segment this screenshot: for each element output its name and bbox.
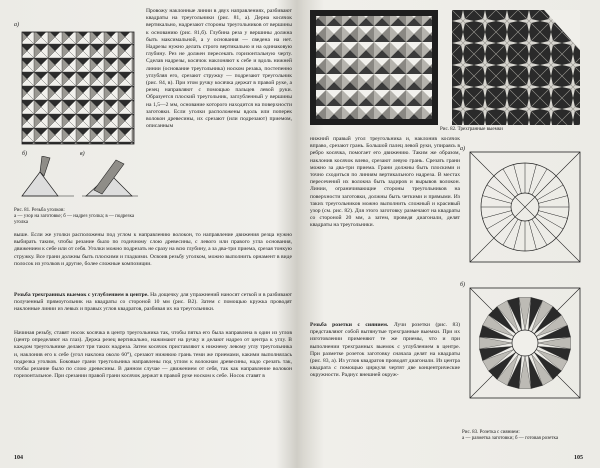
figure-81c-tool-undercut xyxy=(80,156,140,202)
figure-83-caption-detail: а — разметка заготовки; б — готовая розетка xyxy=(462,436,559,442)
figure-83-letter-a: а) xyxy=(460,146,465,152)
figure-82-left-panel xyxy=(310,10,438,125)
right-section-heading: Резьба розетки с сиянием. xyxy=(310,322,389,328)
figure-81b-tool-cut xyxy=(18,156,78,202)
left-final-text: Начиная резьбу, ставят носок косячка в центр треугольника так, чтобы пятка его была направлена в один из углов (центр определяют на глаз). Держа резец вертикально, нажимают на ручку и делают надрез от центра к углу. В каждом треугольнике делают три таких надреза. Затем косячок приставляют к нижнему левому углу треугольника и, наклонив его к себе (угол наклона около 60°), срезают нижнюю грань теми же приемами, какими выполнялась подрезка уголков. Боковые грани треугольника направлены под углом к волокнам древесины, надо срезать так, чтобы резание было по слою древесины. В данном случае — движением от себя, так как направление волокон горизонтальное. При срезании правой грани косячок держат в правой руке носком к себе. Носок ставят в xyxy=(14,330,292,380)
right-section-text: Лучи розетки (рис. 83) представляют собой вытянутые трехгранные выемки. При их изготовлении применяют те же приемы, что и при выполнении трехгранных выемок с углублением в центре. При разметке розеток заготовку сначала делят на квадраты (рис. 83, а). Из углов квадратов проводят диагонали. Из центра квадрата с помощью циркуля чертят две концентрические окружности. Радиус внешней окруж- xyxy=(310,322,460,379)
right-section xyxy=(310,322,460,452)
figure-81a-pattern xyxy=(20,30,138,148)
figure-83b-finished-rosette xyxy=(468,286,582,400)
figure-83-letter-b: б) xyxy=(460,282,466,288)
figure-83-caption xyxy=(462,430,596,442)
left-body-text: выше. Если же уголки расположены под углом к направлению волокон, то направление движения резца нужно выбирать таким, чтобы резание было по годичному слою древесины, с левого или правого угла основания, движением к себе или от себя. Уголки можно подрезать не сразу на всю глубину, а за два-три приема, срезая тонкую стружку. Все грани должны быть плоскими и гладкими. Освоив резьбу уголком, можно выполнить орнамент в виде полосок из уголков и другие, более сложные композиции. xyxy=(14,232,292,267)
rosette-marking-ray xyxy=(535,217,556,238)
figure-83a-marking xyxy=(468,150,582,264)
figure-83-caption-title: Рис. 83. Розетка с сиянием: xyxy=(462,430,520,435)
rosette-marking-ray xyxy=(535,176,556,197)
left-section-heading: Резьба трехгранных выемок с углублением в центре. xyxy=(14,292,149,298)
figure-81-caption-title: Рис. 81. Резьба уголков: xyxy=(14,208,65,213)
figure-81-caption-detail: а — узор на заготовке; б — надрез уголка; в — подрезка уголка xyxy=(14,214,135,226)
left-page-number: 104 xyxy=(14,455,23,461)
left-section-text: На дощечку для упражнений наносят сеткой и в разбивают полученный прямоугольник на квадраты со стороной 10 мм (рис. В2). Затем с помощью кружка проводят наклонные линии из левых и правых углов квадратов, разбивая их на треугольники. xyxy=(14,292,292,313)
right-page-number: 105 xyxy=(574,455,583,461)
figure-81-letter-a: а) xyxy=(14,22,19,28)
rosette-marking-ray xyxy=(494,176,515,197)
figure-82-caption: Рис. 82. Трехгранные выемки xyxy=(440,127,503,132)
figure-81-letter-c: в) xyxy=(80,151,85,157)
figure-82-right-panel xyxy=(452,10,580,125)
left-section xyxy=(14,292,292,328)
figure-81-letter-b: б) xyxy=(22,151,28,157)
left-page xyxy=(0,0,298,468)
left-column-text: Провожу наклонные линии в двух направлениях, разбивают квадраты на треугольники (рис. 81, а). Дерна косячок вертикально, надрезают стороны треугольников от вершины к основанию (рис. 81,б). Глубина реза у вершины должна быть максимальной, а у основания — сведена на нет. Надрезы нужно делать строго вертикально и на одинаковую глубину. Рез не должен пересекать горизонтальную черту. Сделав надрезы, косячок наклоняют к себе и вдоль нижней линии (основание треугольника) носком резака, постепенно углубляя его, срезают стружку — подрезают треугольник (рис. 84, в). При этом ручку косячка держат в правой руке, а резец направляют с помощью пальцев левой руки. Образуется плоский треугольник, заглубленный у вершины на 1,5—2 мм, основание которого находится на поверхности заготовки. Если уголки расположены вдоль или поперек волокон древесины, их срезают (или подрезают) приемом, описанным xyxy=(146,8,292,130)
rosette-marking-ray xyxy=(494,217,515,238)
right-column-text: нижний правый угол треугольника и, наклонив косячок вправо, срезают грань. Большой палец левой руки, упираясь в ребро косячка, помогает его движению. Таким же образом, наклонив косячок влево, срезают левую грань. Срезать грани можно за два-три приема. Грани должны быть плоскими и точно сходиться по линиям вертикального надреза. В местах пересечений их волокна быть задиров и вырывов волокон. Линии, ограничивающие стороны треугольников на поверхности заготовки, должны быть четкими и прямыми. Из таких треугольников можно выполнить сложный и красивый узор (см. рис. 82). Для этого заготовку размечают на квадраты со стороной 20 мм, а затем, проведя диагонали, делят квадраты на треугольники. xyxy=(310,136,460,229)
figure-81-caption xyxy=(14,208,144,227)
right-page xyxy=(302,0,600,468)
